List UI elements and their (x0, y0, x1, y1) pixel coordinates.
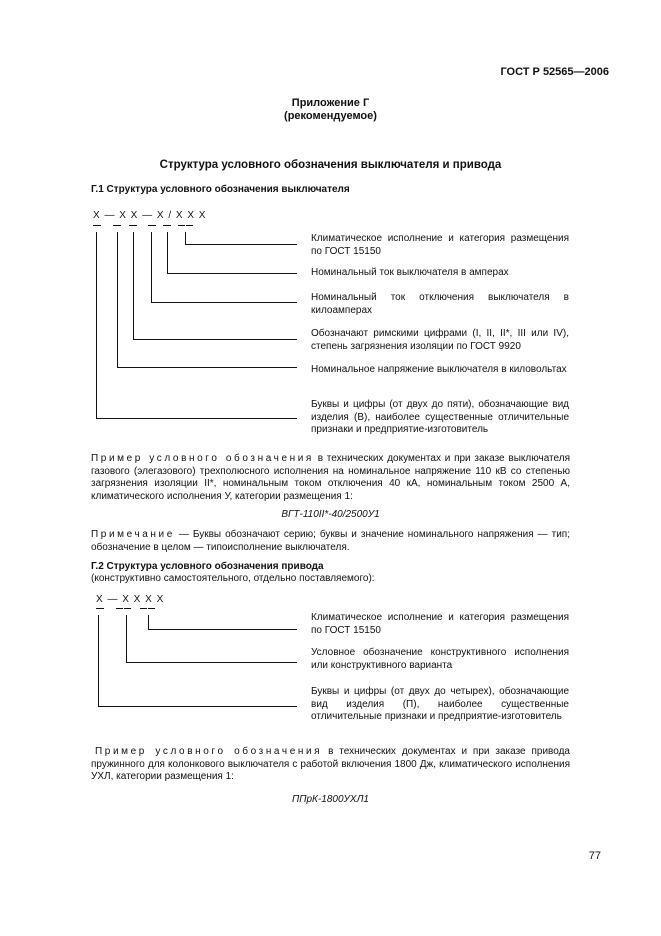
page-title: Структура условного обозначения выключателя и привода (159, 159, 502, 171)
breaker-item-rated-voltage: Номинальное напряжение выключателя в киловольтах (311, 364, 567, 375)
section1-heading: Г.1 Структура условного обозначения выключателя (91, 184, 350, 195)
breaker-item-rated-current: Номинальный ток выключателя в амперах (311, 267, 509, 278)
drive-item-letters-digits: Буквы и цифры (от двух до четырех), обозначающие вид изделия (П), наиболее существенные отличительные признаки и предприятие-изготовитель (311, 686, 569, 722)
breaker-item-breaking-current: Номинальный ток отключения выключателя в килоамперах (311, 292, 569, 316)
drive-item-climatic: Климатическое исполнение и категория размещения по ГОСТ 15150 (311, 612, 569, 636)
standard-code: ГОСТ Р 52565—2006 (500, 66, 609, 78)
breaker-item-climatic: Климатическое исполнение и категория размещения по ГОСТ 15150 (311, 233, 569, 257)
breaker-note-paragraph (91, 529, 570, 554)
breaker-example-paragraph (91, 453, 570, 503)
note-text: — Буквы обозначают серию; буквы и значение номинального напряжения — тип; обозначение в целом — типоисполнение выключателя. (91, 529, 570, 553)
breaker-example-code: ВГТ-110II*-40/2500У1 (281, 509, 380, 520)
drive-example-code: ППрК-1800УХЛ1 (291, 794, 369, 805)
breaker-example-lead: Пример условного обозначения (91, 453, 314, 464)
appendix-title: Приложение Г (291, 97, 370, 109)
breaker-item-letters-digits: Буквы и цифры (от двух до пяти), обозначающие вид изделия (В), наиболее существенные отличительные признаки и предприятие-изготовитель (311, 399, 569, 435)
note-lead: Примечание (91, 529, 175, 540)
drive-item-design-variant: Условное обозначение конструктивного исполнения или конструктивного варианта (311, 647, 569, 671)
section2-subheading: (конструктивно самостоятельного, отдельно поставляемого): (91, 573, 375, 584)
page-number: 77 (588, 850, 601, 862)
section2-heading: Г.2 Структура условного обозначения привода (91, 561, 324, 572)
drive-code-structure: Х — Х Х Х Х (96, 594, 165, 605)
breaker-item-pollution-degree: Обозначают римскими цифрами (I, II, II*, III или IV), степень загрязнения изоляции по ГОСТ 9920 (311, 328, 569, 352)
appendix-note: (рекомендуемое) (284, 110, 377, 122)
breaker-code-structure: Х — Х Х — Х / Х Х Х (93, 210, 207, 221)
drive-example-text: в технических документах и при заказе привода пружинного для колонкового выключателя с работой включения 1800 Дж, климатического исполнения УХЛ, категории размещения 1: (91, 746, 570, 782)
drive-example-lead: Пример условного обозначения (95, 746, 323, 757)
drive-example-paragraph (91, 746, 570, 784)
breaker-example-text: в технических документах и при заказе выключателя газового (элегазового) трехполюсного исполнения на номинальное напряжение 110 кВ со степенью загрязнения изоляции II*, номинальным током отключения 40 кА, номинальным током 2500 А, климатического исполнения У, категории размещения 1: (91, 453, 570, 502)
